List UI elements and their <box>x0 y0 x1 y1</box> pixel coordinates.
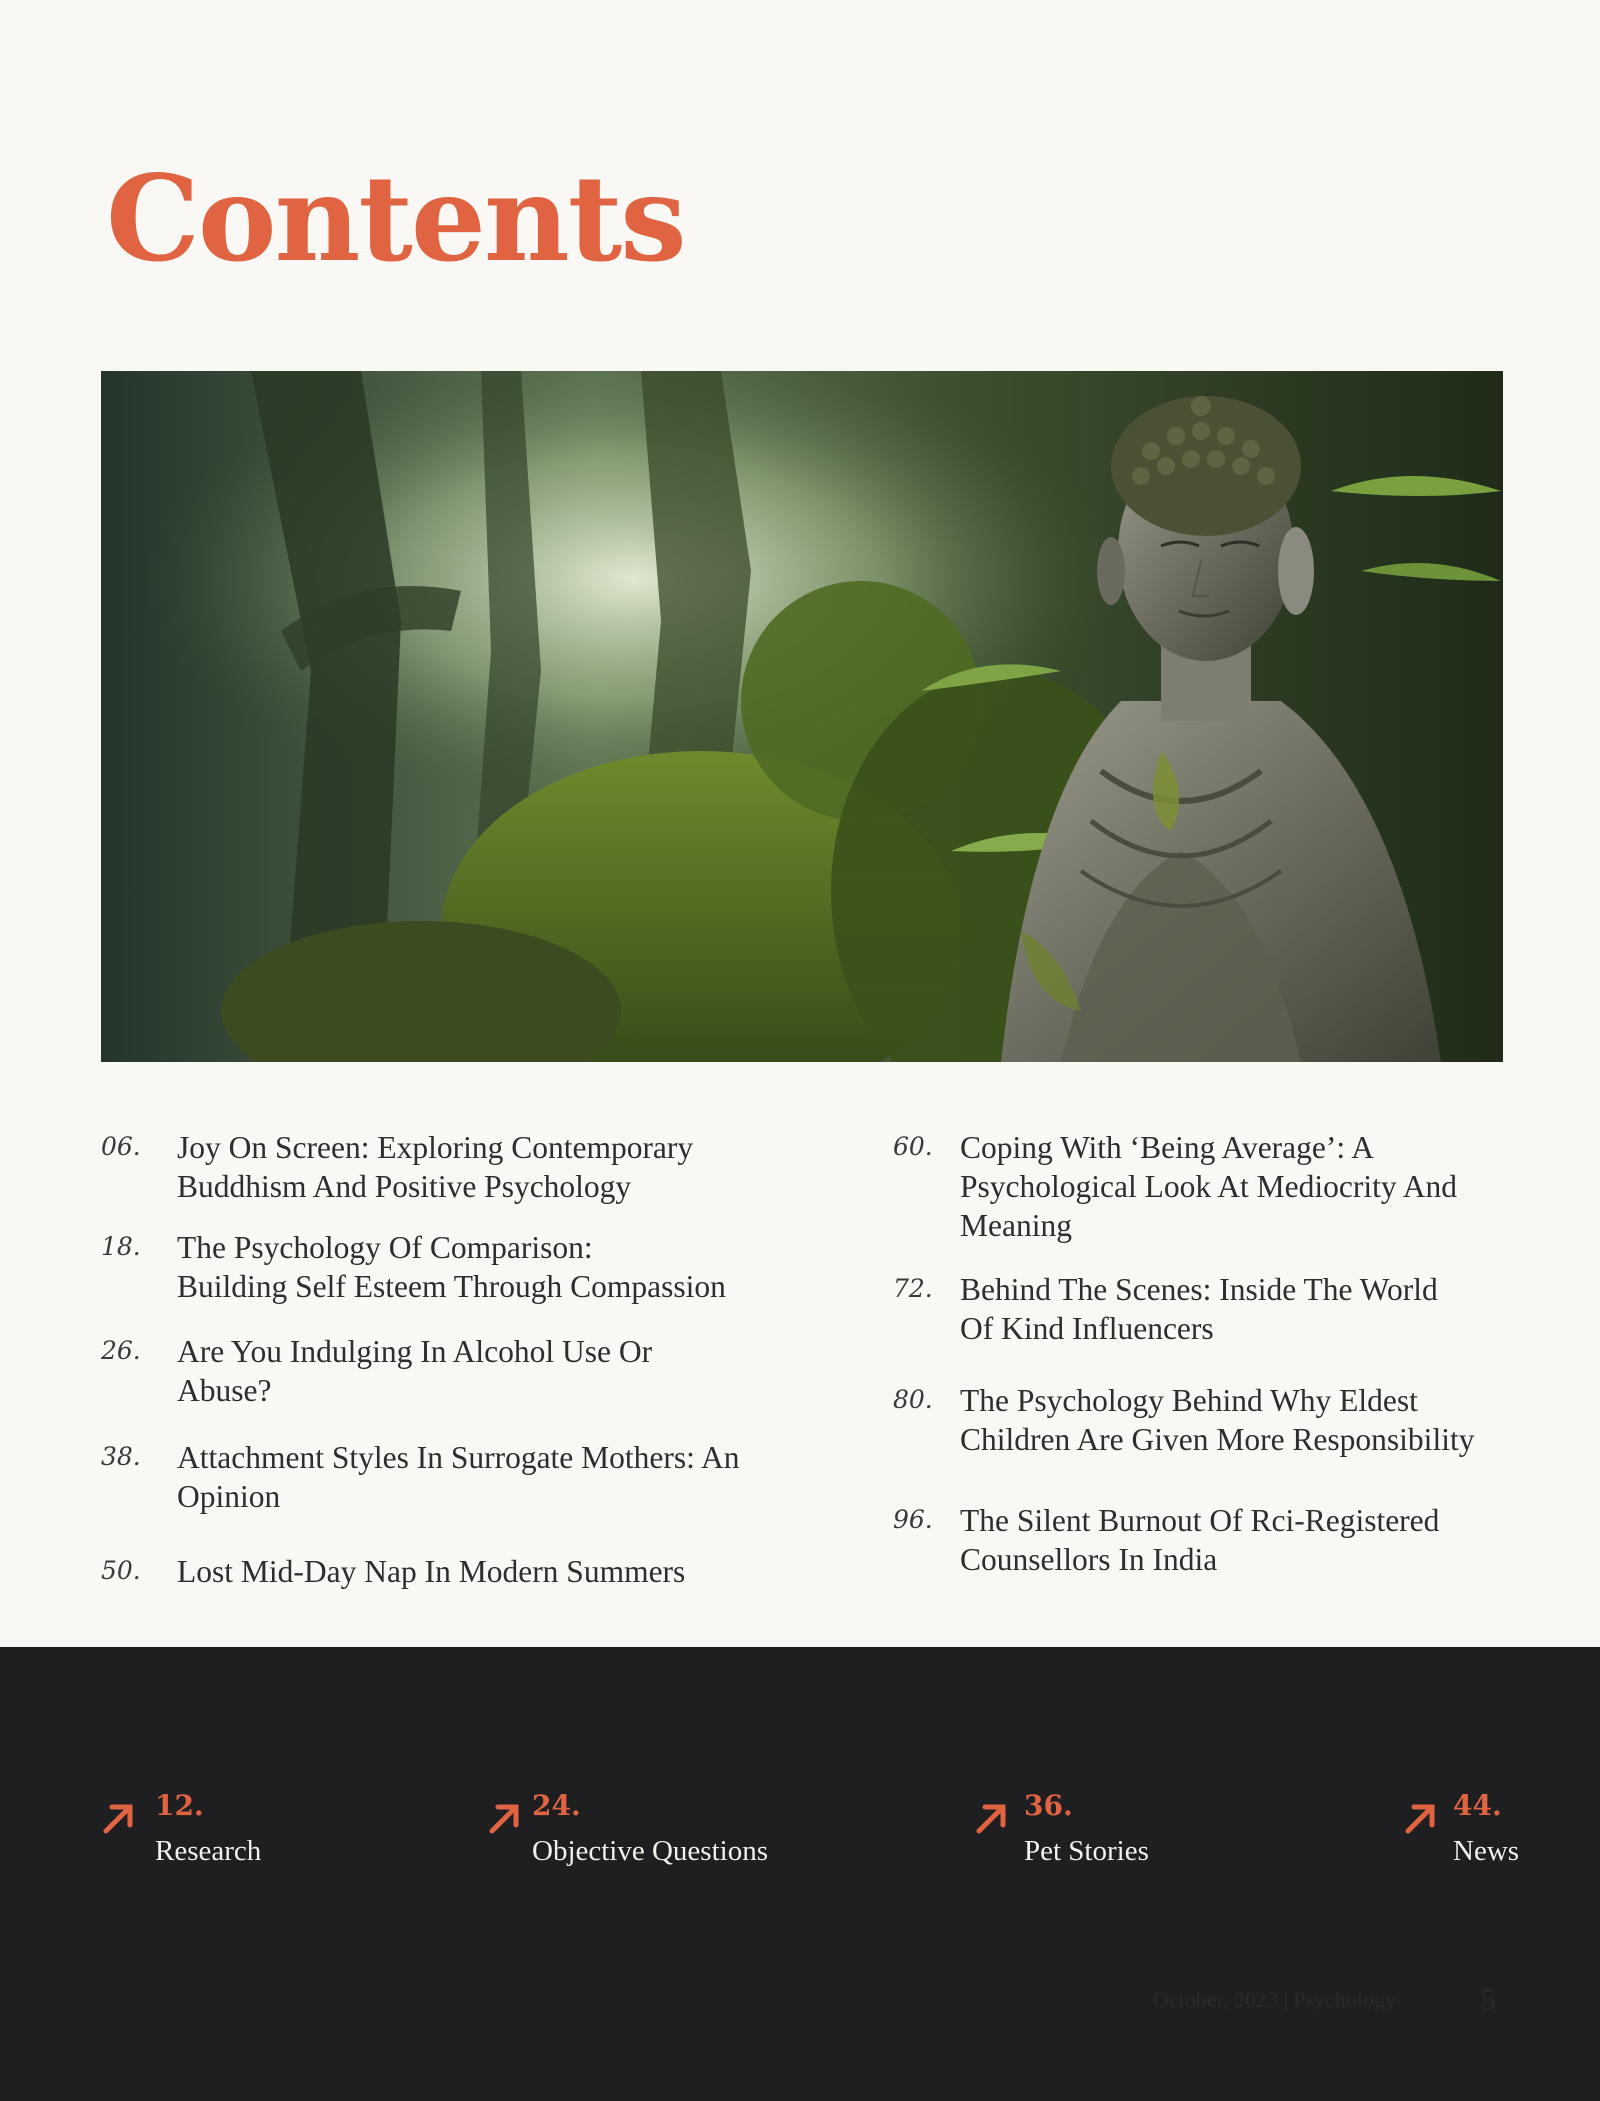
issue-date: October, 2023 | Psychology <box>1153 1987 1397 2012</box>
arrow-up-right-icon <box>102 1801 136 1835</box>
arrow-up-right-icon <box>1404 1801 1438 1835</box>
toc-article-title: The Psychology Behind Why Eldest Children Are Given More Responsibility <box>960 1383 1475 1457</box>
page-number: 5 <box>1480 1981 1496 2017</box>
toc-article-title: Lost Mid-Day Nap In Modern Summers <box>177 1554 686 1589</box>
toc-page-number: 26. <box>101 1336 141 1365</box>
toc-page-number: 06. <box>101 1132 141 1161</box>
toc-item[interactable] <box>101 1332 652 1410</box>
toc-article-title: Attachment Styles In Surrogate Mothers: An Opinion <box>177 1440 740 1514</box>
toc-page-number: 96. <box>893 1505 933 1534</box>
footer-section-number: 36. <box>1024 1789 1073 1822</box>
hero-image <box>101 371 1503 1062</box>
footer-bar <box>0 1647 1600 2101</box>
toc-item[interactable] <box>893 1270 1438 1348</box>
footer-section-label: Pet Stories <box>1024 1835 1149 1867</box>
footer-section-label: News <box>1453 1835 1520 1867</box>
toc-article-title: The Psychology Of Comparison: Building Self Esteem Through Compassion <box>177 1230 726 1304</box>
toc-item[interactable] <box>101 1438 740 1516</box>
toc-article-title: The Silent Burnout Of Rci-Registered Counsellors In India <box>960 1503 1440 1577</box>
arrow-up-right-icon <box>975 1801 1009 1835</box>
toc-article-title: Joy On Screen: Exploring Contemporary Buddhism And Positive Psychology <box>177 1130 694 1204</box>
toc-page-number: 50. <box>101 1556 141 1585</box>
toc-page-number: 60. <box>893 1132 933 1161</box>
buddha-forest-illustration <box>101 371 1503 1062</box>
toc-item[interactable] <box>893 1128 1457 1245</box>
toc-item[interactable] <box>101 1228 726 1306</box>
toc-page-number: 80. <box>893 1385 933 1414</box>
toc-article-title: Behind The Scenes: Inside The World Of Kind Influencers <box>960 1272 1438 1346</box>
toc-item[interactable] <box>101 1552 685 1591</box>
toc-page-number: 72. <box>893 1274 933 1303</box>
toc-item[interactable] <box>893 1501 1439 1579</box>
toc-item[interactable] <box>893 1381 1474 1459</box>
footer-section-number: 24. <box>532 1789 581 1822</box>
toc-page-number: 38. <box>101 1442 141 1471</box>
footer-section-label: Objective Questions <box>532 1835 768 1867</box>
page-title: Contents <box>106 149 685 288</box>
toc-article-title: Coping With ‘Being Average’: A Psychological Look At Mediocrity And Meaning <box>960 1130 1457 1243</box>
toc-article-title: Are You Indulging In Alcohol Use Or Abuse? <box>177 1334 653 1408</box>
footer-section-number: 44. <box>1453 1789 1502 1822</box>
footer-section-label: Research <box>155 1835 262 1867</box>
arrow-up-right-icon <box>488 1801 522 1835</box>
footer-section-number: 12. <box>155 1789 204 1822</box>
toc-page-number: 18. <box>101 1232 141 1261</box>
toc-item[interactable] <box>101 1128 693 1206</box>
